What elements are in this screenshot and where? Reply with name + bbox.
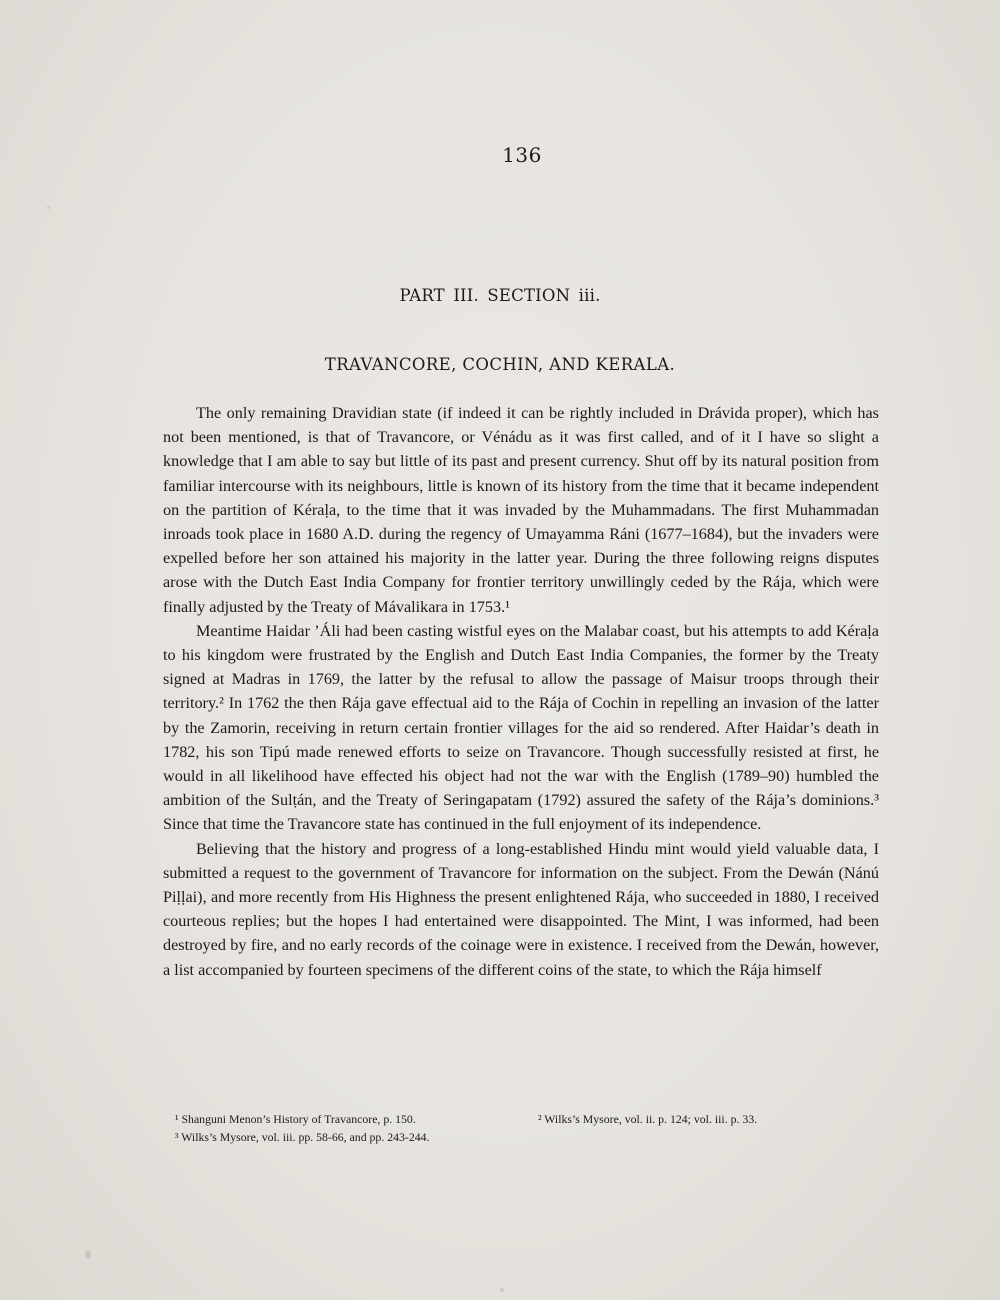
footnote-row	[175, 1110, 855, 1128]
footnote-1: ¹ Shanguni Menon’s History of Travancore, p. 150.	[175, 1112, 416, 1126]
part-section-heading: PART III. SECTION iii.	[399, 286, 601, 305]
footnote-2: ² Wilks’s Mysore, vol. ii. p. 124; vol. iii. p. 33.	[538, 1112, 758, 1126]
paragraph: Believing that the history and progress of a long-established Hindu mint would yield valuable data, I submitted a request to the government of Travancore for information on the subject. From the Dewán (Nánú Piḷḷai), and more recently from His Highness the present enlightened Rája, who succeeded in 1880, I received courteous replies; but the hopes I had entertained were disappointed. The Mint, I was informed, had been destroyed by fire, and no early records of the coinage were in existence. I received from the Dewán, however, a list accompanied by fourteen specimens of the different coins of the state, to which the Rája himself	[163, 839, 879, 979]
section-title: TRAVANCORE, COCHIN, AND KERALA.	[324, 355, 676, 374]
page-number: 136	[502, 143, 542, 167]
paragraph: Meantime Haidar ’Áli had been casting wistful eyes on the Malabar coast, but his attempts to add Kéraḷa to his kingdom were frustrated by the English and Dutch East India Companies, the former by the Treaty signed at Madras in 1769, the latter by the refusal to allow the passage of Maisur troops through their territory.² In 1762 the then Rája gave effectual aid to the Rája of Cochin in repelling an invasion of the latter by the Zamorin, receiving in return certain frontier villages for the aid so rendered. After Haidar’s death in 1782, his son Tipú made renewed efforts to seize on Travancore. Though successfully resisted at first, he would in all likelihood have effected his object had not the war with the English (1789–90) humbled the ambition of the Sulṭán, and the Treaty of Seringapatam (1792) assured the safety of the Rája’s dominions.³ Since that time the Travancore state has continued in the full enjoyment of its independence.	[163, 621, 879, 834]
footnote-3: ³ Wilks’s Mysore, vol. iii. pp. 58-66, and pp. 243-244.	[175, 1130, 430, 1144]
footnote-row	[175, 1128, 855, 1146]
paper-blemish	[47, 206, 50, 209]
body-text	[163, 401, 879, 982]
paper-blemish	[500, 1288, 504, 1292]
paragraph: The only remaining Dravidian state (if indeed it can be rightly included in Drávida proper), which has not been mentioned, is that of Travancore, or Vénádu as it was first called, and of it I have so slight a knowledge that I am able to say but little of its past and present currency. Shut off by its natural position from familiar intercourse with its neighbours, little is known of its history from the time that it became independent on the partition of Kéraḷa, to the time that it was invaded by the Muhammadans. The first Muhammadan inroads took place in 1680 A.D. during the regency of Umayamma Ráni (1677–1684), but the invaders were expelled before her son attained his majority in the latter year. During the three following reigns disputes arose with the Dutch East India Company for frontier territory unwillingly ceded by the Rája, which were finally adjusted by the Treaty of Mávalikara in 1753.¹	[163, 404, 879, 616]
paper-blemish	[85, 1250, 91, 1259]
footnotes	[175, 1110, 855, 1146]
